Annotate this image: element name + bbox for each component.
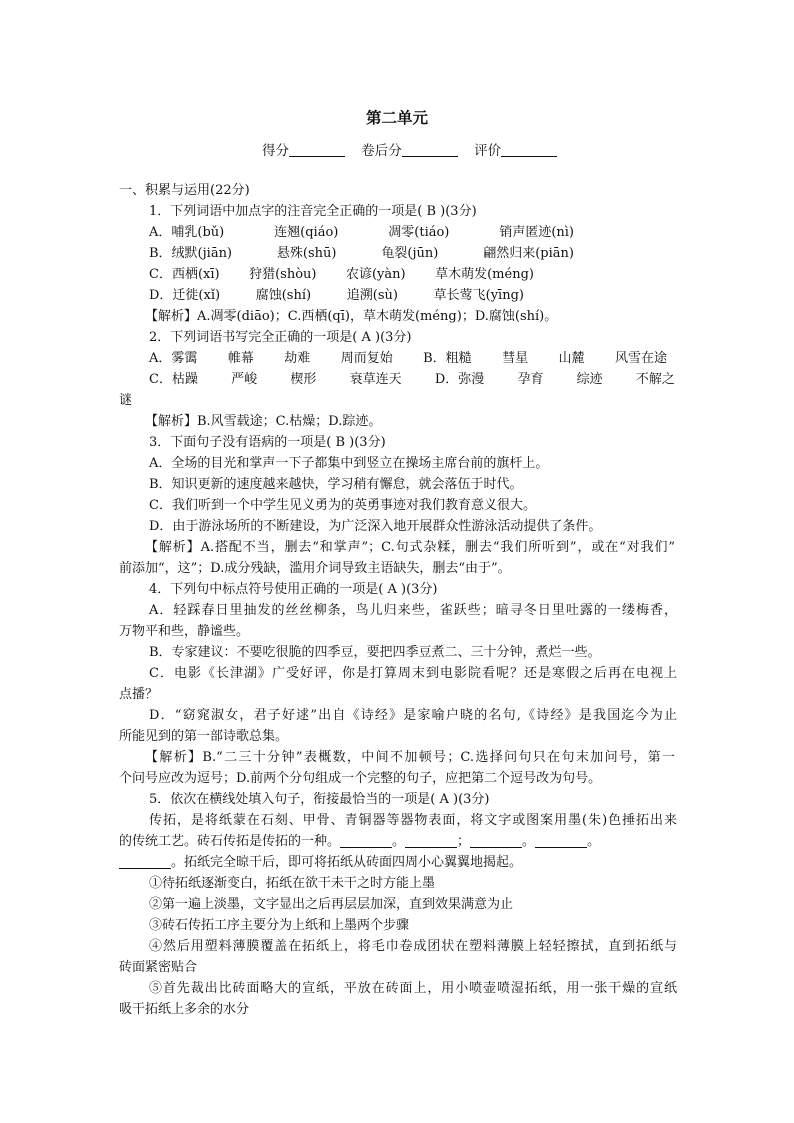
- q1-b-4: 翩然归来(piān): [483, 246, 574, 261]
- q1-d-1: D．迁徙(xǐ): [149, 288, 221, 303]
- total-score-label: 卷后分: [361, 143, 402, 159]
- q1-option-a: [149, 222, 574, 243]
- q2-d-4: 不解之: [635, 372, 675, 387]
- q5-sentence-2: ②第一遍上淡墨，文字显出之后再层层加深，直到效果满意为止: [149, 897, 514, 912]
- total-score-blank[interactable]: [402, 143, 458, 157]
- q1-option-d: [149, 285, 524, 306]
- q1-c-2: 狩猎(shòu): [249, 267, 317, 282]
- q4-stem: 4．下列句中标点符号使用正确的一项是( A )(3分): [149, 582, 438, 597]
- q4-option-d-2: 所能见到的第一部诗歌总集。: [119, 729, 289, 744]
- q1-c-1: C．西栖(xī): [149, 267, 220, 282]
- q5-sentence-5-1: ⑤首先裁出比砖面略大的宣纸，平放在砖面上，用小喷壶喷湿拓纸，用一张干燥的宣纸: [149, 981, 677, 996]
- q1-c-3: 农谚(yàn): [345, 267, 406, 282]
- q3-option-b: B．知识更新的速度越来越快，学习稍有懈怠，就会落伍于时代。: [149, 477, 523, 492]
- evaluation-blank[interactable]: [501, 143, 557, 157]
- q4-analysis-2: 个问号应改为逗号；D.前两个分句组成一个完整的句子，应把第二个逗号改为句号。: [119, 771, 602, 786]
- q2-a-4: 周而复始: [340, 351, 393, 366]
- q1-a-1: A．哺乳(bǔ): [149, 225, 225, 240]
- q3-option-d: D．由于游泳场所的不断建设，为广泛深入地开展群众性游泳活动提供了条件。: [149, 519, 602, 534]
- q5-sentence-5-2: 吸干拓纸上多余的水分: [119, 1002, 250, 1017]
- q1-b-3: 龟裂(jūn): [381, 246, 439, 261]
- q5-passage-2: 的传统工艺。砖石传拓是传拓的一种。 。 ； 。 。: [119, 834, 601, 849]
- q5-sentence-4-1: ④然后用塑料薄膜覆盖在拓纸上，将毛巾卷成团状在塑料薄膜上轻轻擦拭，直到拓纸与: [149, 939, 677, 954]
- page-title: 第二单元: [365, 109, 428, 127]
- q3-option-c: C．我们听到一个中学生见义勇为的英勇事迹对我们教育意义很大。: [149, 498, 536, 513]
- q2-options-cd: [149, 369, 675, 390]
- q3-analysis-1: 【解析】A.搭配不当，删去“和掌声”；C.句式杂糅，删去“我们所听到”，或在“对我们”: [145, 540, 675, 555]
- q1-d-4: 草长莺飞(yīng): [433, 288, 524, 303]
- q5-blank-1[interactable]: [340, 833, 392, 848]
- q1-a-2: 连翘(qiáo): [274, 225, 339, 240]
- q4-option-c-1: C．电影《长津湖》广受好评，你是打算周末到电影院看呢？还是寒假之后再在电视上: [149, 666, 677, 681]
- q1-d-2: 腐蚀(shí): [255, 288, 312, 303]
- section-heading: 一、积累与运用(22分): [119, 183, 250, 198]
- q1-option-c: [149, 264, 534, 285]
- q2-a-1: A．雾霭: [149, 351, 198, 366]
- evaluation-label: 评价: [474, 143, 502, 159]
- q5-blank-5[interactable]: [119, 854, 171, 869]
- score-line: [262, 139, 569, 159]
- q4-analysis-1: 【解析】B.“二三十分钟”表概数，中间不加顿号；C.选择问句只在句末加问号，第一: [145, 750, 675, 765]
- q2-options-ab: [149, 348, 667, 369]
- q2-a-3: 劫难: [284, 351, 311, 366]
- q5-passage-3: [119, 852, 679, 873]
- q5-sentence-4-2: 砖面紧密贴合: [119, 960, 198, 975]
- q5-blank-3[interactable]: [470, 833, 522, 848]
- q5-sentence-1: ①待拓纸逐渐变白，拓纸在欲干未干之时方能上墨: [149, 876, 436, 891]
- q5-blank-4[interactable]: [535, 833, 587, 848]
- q5-stem: 5．依次在横线处填入句子，衔接最恰当的一项是( A )(3分): [149, 792, 490, 807]
- q4-option-a-1: A．轻踩春日里抽发的丝丝柳条，鸟儿归来些，雀跃些；暗寻冬日里吐露的一缕梅香，: [149, 603, 677, 618]
- q1-d-3: 追溯(sù): [346, 288, 398, 303]
- q1-stem: 1．下列词语中加点字的注音完全正确的一项是( B )(3分): [149, 204, 477, 219]
- q4-option-c-2: 点播？: [119, 687, 159, 702]
- score-blank[interactable]: [289, 143, 345, 157]
- q1-option-b: [149, 243, 574, 264]
- q1-c-4: 草木萌发(méng): [435, 267, 534, 282]
- q5-sentence-3: ③砖石传拓工序主要分为上纸和上墨两个步骤: [149, 918, 410, 933]
- q3-analysis-2: 前添加“，这”；D.成分残缺，滥用介词导致主语缺失，删去“由于”。: [119, 561, 511, 576]
- q5-passage-1: 传拓，是将纸蒙在石刻、甲骨、青铜器等器物表面，将文字或图案用墨(朱)色捶拓出来: [149, 813, 677, 828]
- q2-c-4: 衰草连天: [349, 372, 402, 387]
- q5-blank-2[interactable]: [405, 833, 457, 848]
- q1-a-4: 销声匿迹(nì): [499, 225, 574, 240]
- q1-analysis: 【解析】A.凋零(diāo)；C.西栖(qī)，草木萌发(méng)；D.腐蚀(shí)。: [145, 309, 558, 324]
- q2-wrap: 谜: [119, 393, 133, 408]
- q4-option-a-2: 万物平和些，静谧些。: [119, 624, 250, 639]
- q2-c-3: 楔形: [290, 372, 317, 387]
- q2-d-3: 综迹: [576, 372, 603, 387]
- q4-option-b: B．专家建议：不要吃很脆的四季豆，要把四季豆煮二、三十分钟，煮烂一些。: [149, 645, 601, 660]
- q1-a-3: 凋零(tiáo): [388, 225, 450, 240]
- score-label: 得分: [262, 143, 289, 159]
- q3-option-a: A．全场的目光和掌声一下子都集中到竖立在操场主席台前的旗杆上。: [149, 456, 549, 471]
- q4-option-d-1: D．“窈窕淑女，君子好逑”出自《诗经》是家喻户晓的名句,《诗经》是我国迄今为止: [149, 708, 677, 723]
- q2-a-2: 帷幕: [227, 351, 254, 366]
- q5-passage-2-text: 的传统工艺。砖石传拓是传拓的一种。: [119, 834, 341, 849]
- q2-d-1: D．弥漫: [434, 372, 485, 387]
- q2-c-1: C．枯躁: [149, 372, 198, 387]
- q2-b-3: 山麓: [558, 351, 585, 366]
- q2-b-2: 彗星: [502, 351, 529, 366]
- q2-b-4: 风雪在途: [614, 351, 667, 366]
- q1-b-1: B．绒默(jiān): [149, 246, 233, 261]
- q1-b-2: 悬殊(shū): [276, 246, 337, 261]
- q2-b-1: B．粗糙: [423, 351, 472, 366]
- q3-stem: 3．下面句子没有语病的一项是( B )(3分): [149, 435, 386, 450]
- q2-c-2: 严峻: [231, 372, 258, 387]
- q2-d-2: 孕育: [517, 372, 544, 387]
- q2-analysis: 【解析】B.风雪载途；C.枯燥；D.踪迹。: [145, 414, 382, 429]
- q2-stem: 2．下列词语书写完全正确的一项是( A )(3分): [149, 330, 412, 345]
- q5-passage-3-text: 。拓纸完全晾干后，即可将拓纸从砖面四周小心翼翼地揭起。: [171, 855, 523, 870]
